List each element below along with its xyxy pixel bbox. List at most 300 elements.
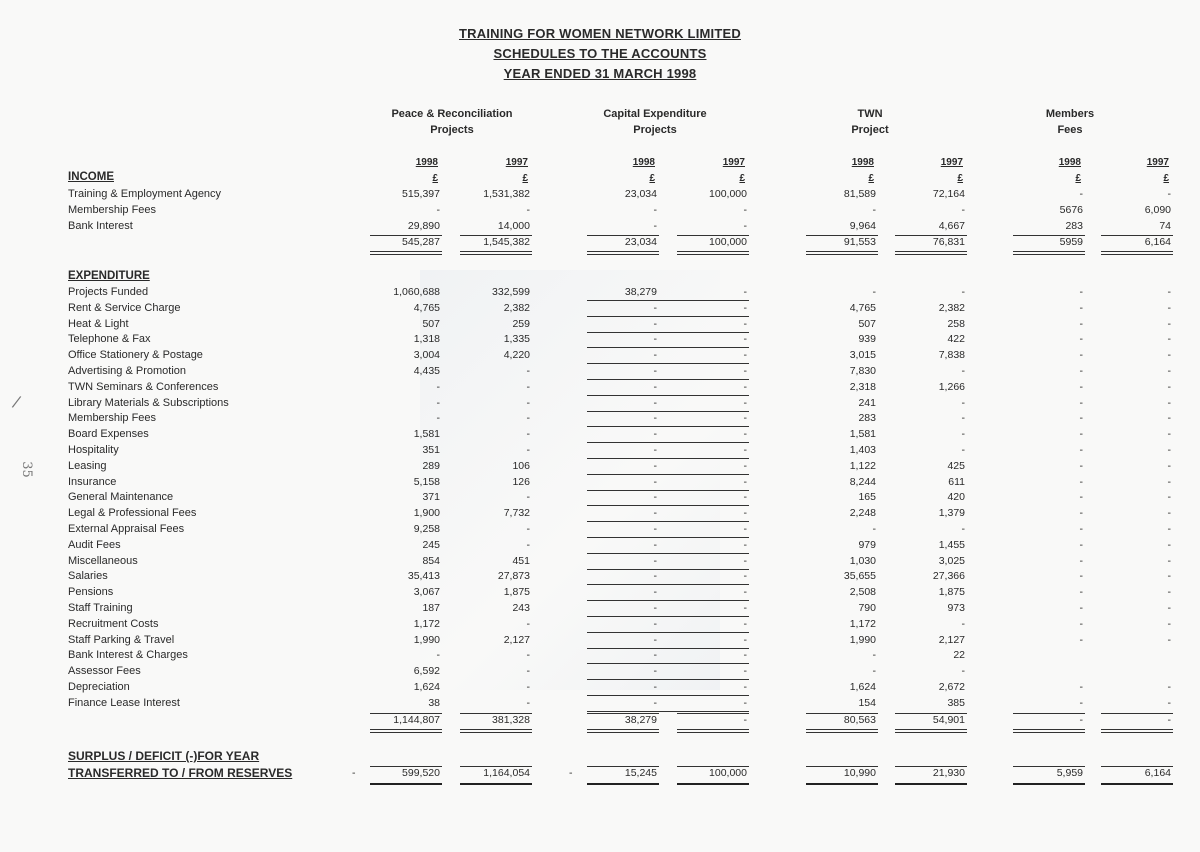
expenditure-cell: - (743, 649, 747, 661)
expenditure-cell: - (1079, 634, 1083, 646)
expenditure-cell: 154 (858, 697, 876, 709)
capital-column-rule (587, 695, 749, 696)
expenditure-cell: 1,403 (849, 444, 876, 456)
result-double-rule (677, 783, 749, 785)
expenditure-cell: - (743, 586, 747, 598)
group-head-members: Members Fees (1045, 108, 1095, 136)
income-subtotal-rule (895, 235, 967, 236)
expenditure-cell: 3,004 (413, 349, 440, 361)
expenditure-cell: 979 (858, 539, 876, 551)
expenditure-cell: - (653, 697, 657, 709)
capital-column-rule (587, 395, 749, 396)
expenditure-cell: 1,900 (413, 507, 440, 519)
expenditure-cell: - (653, 476, 657, 488)
expenditure-cell: - (743, 412, 747, 424)
result-double-rule (1101, 783, 1173, 785)
capital-column-rule (587, 458, 749, 459)
expenditure-cell: - (1079, 349, 1083, 361)
expenditure-cell: 7,830 (849, 365, 876, 377)
expenditure-row-label: Membership Fees (68, 412, 157, 424)
expenditure-cell: - (743, 681, 747, 693)
expenditure-cell: - (961, 618, 965, 630)
expenditure-total-cell: 38,279 (624, 714, 657, 726)
expenditure-row-label: Projects Funded (68, 286, 149, 298)
expenditure-cell: - (653, 586, 657, 598)
expenditure-subtotal-rule (677, 713, 749, 714)
expenditure-cell: 422 (947, 333, 965, 345)
expenditure-cell: 420 (947, 491, 965, 503)
currency-symbol-3: £ (739, 173, 745, 184)
expenditure-cell: - (653, 491, 657, 503)
currency-symbol-0: £ (432, 173, 438, 184)
expenditure-cell: 6,592 (413, 665, 440, 677)
expenditure-cell: - (526, 412, 530, 424)
expenditure-cell: 1,060,688 (393, 286, 440, 298)
result-cell: 100,000 (709, 767, 747, 779)
expenditure-total-cell: 1,144,807 (393, 714, 440, 726)
income-cell: 6,090 (1144, 204, 1171, 216)
expenditure-cell: - (653, 602, 657, 614)
capital-column-rule (587, 474, 749, 475)
currency-symbol-2: £ (649, 173, 655, 184)
expenditure-cell: - (743, 397, 747, 409)
expenditure-row-label: Heat & Light (68, 318, 129, 330)
income-total-rule (1101, 251, 1173, 255)
expenditure-cell: 385 (947, 697, 965, 709)
expenditure-cell: 1,581 (413, 428, 440, 440)
expenditure-cell: - (743, 444, 747, 456)
expenditure-row-label: Audit Fees (68, 539, 121, 551)
expenditure-cell: - (1079, 412, 1083, 424)
group-head-peace: Peace & Reconciliation Projects (391, 108, 513, 136)
expenditure-cell: - (1167, 602, 1171, 614)
company-title: TRAINING FOR WOMEN NETWORK LIMITED (459, 26, 741, 41)
expenditure-cell: 35,655 (843, 570, 876, 582)
expenditure-cell: - (1167, 681, 1171, 693)
expenditure-cell: - (1167, 428, 1171, 440)
expenditure-cell: 4,765 (413, 302, 440, 314)
capital-column-rule (587, 426, 749, 427)
income-cell: 72,164 (932, 188, 965, 200)
result-top-rule (587, 766, 659, 767)
expenditure-cell: - (743, 491, 747, 503)
expenditure-cell: - (1079, 365, 1083, 377)
year-header-7: 1997 (1146, 157, 1169, 168)
result-top-rule (1013, 766, 1085, 767)
expenditure-cell: - (743, 665, 747, 677)
expenditure-cell: 2,382 (503, 302, 530, 314)
income-cell: - (653, 220, 657, 232)
income-cell: 515,397 (402, 188, 440, 200)
expenditure-total-cell: 80,563 (843, 714, 876, 726)
income-cell: - (653, 204, 657, 216)
income-cell: 29,890 (407, 220, 440, 232)
expenditure-cell: - (961, 444, 965, 456)
expenditure-cell: - (526, 539, 530, 551)
income-total-rule (587, 251, 659, 255)
expenditure-row-label: Staff Parking & Travel (68, 634, 175, 646)
expenditure-row-label: Bank Interest & Charges (68, 649, 188, 661)
expenditure-cell: - (526, 697, 530, 709)
margin-page-number: 35 (18, 461, 34, 478)
expenditure-cell: 1,172 (849, 618, 876, 630)
expenditure-cell: 7,838 (938, 349, 965, 361)
expenditure-subtotal-rule (1101, 713, 1173, 714)
expenditure-cell: - (653, 412, 657, 424)
income-total-rule (895, 251, 967, 255)
expenditure-total-cell: - (743, 714, 747, 726)
capital-column-rule (587, 648, 749, 649)
expenditure-cell: - (1079, 491, 1083, 503)
expenditure-cell: 187 (422, 602, 440, 614)
expenditure-total-rule (895, 729, 967, 733)
capital-column-rule (587, 490, 749, 491)
expenditure-cell: 4,220 (503, 349, 530, 361)
result-cell: 21,930 (932, 767, 965, 779)
expenditure-cell: - (1079, 397, 1083, 409)
expenditure-total-cell: - (1079, 714, 1083, 726)
expenditure-cell: 2,127 (938, 634, 965, 646)
capital-column-rule (587, 442, 749, 443)
expenditure-cell: 3,025 (938, 555, 965, 567)
expenditure-cell: - (1079, 697, 1083, 709)
result-double-rule (460, 783, 532, 785)
expenditure-cell: - (436, 649, 440, 661)
expenditure-row-label: Hospitality (68, 444, 119, 456)
expenditure-cell: - (653, 681, 657, 693)
income-subtotal-rule (1101, 235, 1173, 236)
expenditure-cell: - (1167, 286, 1171, 298)
expenditure-cell: - (1167, 381, 1171, 393)
expenditure-cell: - (1079, 555, 1083, 567)
schedule-title: SCHEDULES TO THE ACCOUNTS (493, 46, 707, 61)
income-cell: 100,000 (709, 188, 747, 200)
expenditure-cell: - (743, 555, 747, 567)
expenditure-row-label: Legal & Professional Fees (68, 507, 197, 519)
income-cell: 4,667 (938, 220, 965, 232)
income-subtotal-rule (1013, 235, 1085, 236)
expenditure-cell: - (653, 570, 657, 582)
expenditure-cell: - (1167, 333, 1171, 345)
income-subtotal-rule (370, 235, 442, 236)
expenditure-cell: 1,335 (503, 333, 530, 345)
expenditure-cell: 9,258 (413, 523, 440, 535)
year-header-3: 1997 (722, 157, 745, 168)
group-head-capital: Capital Expenditure Projects (603, 108, 707, 136)
expenditure-subtotal-rule (370, 713, 442, 714)
expenditure-row-label: Library Materials & Subscriptions (68, 397, 229, 409)
expenditure-cell: 371 (422, 491, 440, 503)
expenditure-cell: 2,508 (849, 586, 876, 598)
expenditure-cell: - (653, 428, 657, 440)
expenditure-cell: - (872, 286, 876, 298)
expenditure-cell: - (1167, 507, 1171, 519)
expenditure-cell: - (1167, 697, 1171, 709)
result-double-rule (587, 783, 659, 785)
income-subtotal-rule (806, 235, 878, 236)
income-total-cell: 76,831 (932, 236, 965, 248)
income-row-label: Membership Fees (68, 204, 157, 216)
expenditure-cell: 1,172 (413, 618, 440, 630)
expenditure-cell: 611 (948, 476, 965, 488)
expenditure-subtotal-rule (460, 713, 532, 714)
expenditure-cell: - (653, 460, 657, 472)
income-cell: - (1167, 188, 1171, 200)
expenditure-row-label: Office Stationery & Postage (68, 349, 203, 361)
capital-column-rule (587, 569, 749, 570)
capital-column-rule (587, 347, 749, 348)
result-top-rule (460, 766, 532, 767)
result-cell: 6,164 (1144, 767, 1171, 779)
expenditure-cell: - (1079, 318, 1083, 330)
negative-sign: - (569, 767, 573, 779)
expenditure-cell: - (1167, 555, 1171, 567)
result-top-rule (677, 766, 749, 767)
expenditure-cell: - (1079, 444, 1083, 456)
capital-column-rule (587, 616, 749, 617)
expenditure-cell: - (1079, 460, 1083, 472)
income-total-cell: 1,545,382 (483, 236, 530, 248)
capital-column-rule (587, 553, 749, 554)
expenditure-cell: 1,030 (849, 555, 876, 567)
expenditure-cell: - (961, 665, 965, 677)
expenditure-cell: 2,382 (938, 302, 965, 314)
expenditure-cell: - (653, 302, 657, 314)
expenditure-cell: 258 (947, 318, 965, 330)
result-cell: 15,245 (624, 767, 657, 779)
expenditure-subtotal-rule (1013, 713, 1085, 714)
income-cell: - (961, 204, 965, 216)
expenditure-cell: 241 (858, 397, 876, 409)
capital-column-rule (587, 505, 749, 506)
expenditure-cell: - (743, 286, 747, 298)
expenditure-cell: - (743, 602, 747, 614)
expenditure-cell: - (1079, 681, 1083, 693)
expenditure-row-label: Rent & Service Charge (68, 302, 181, 314)
capital-column-rule (587, 584, 749, 585)
income-total-cell: 100,000 (709, 236, 747, 248)
result-cell: 10,990 (843, 767, 876, 779)
expenditure-row-label: Insurance (68, 476, 117, 488)
currency-symbol-6: £ (1075, 173, 1081, 184)
expenditure-total-rule (677, 729, 749, 733)
expenditure-cell: - (526, 397, 530, 409)
expenditure-cell: - (1079, 507, 1083, 519)
negative-sign: - (352, 767, 356, 779)
expenditure-row-label: Staff Training (68, 602, 133, 614)
expenditure-row-label: Leasing (68, 460, 107, 472)
expenditure-cell: 165 (858, 491, 876, 503)
expenditure-cell: - (526, 681, 530, 693)
expenditure-cell: - (1079, 428, 1083, 440)
expenditure-cell: - (872, 523, 876, 535)
expenditure-cell: - (743, 318, 747, 330)
expenditure-cell: - (436, 397, 440, 409)
expenditure-cell: - (653, 618, 657, 630)
capital-column-rule (587, 663, 749, 664)
income-total-rule (460, 251, 532, 255)
expenditure-cell: - (1079, 523, 1083, 535)
expenditure-cell: - (653, 539, 657, 551)
period-title: YEAR ENDED 31 MARCH 1998 (503, 66, 697, 81)
income-cell: - (526, 204, 530, 216)
result-cell: 1,164,054 (483, 767, 530, 779)
expenditure-cell: - (526, 618, 530, 630)
income-cell: 23,034 (624, 188, 657, 200)
currency-symbol-4: £ (868, 173, 874, 184)
expenditure-total-cell: - (1167, 714, 1171, 726)
expenditure-cell: - (743, 618, 747, 630)
expenditure-cell: 243 (512, 602, 530, 614)
expenditure-cell: 939 (858, 333, 876, 345)
capital-column-rule (587, 363, 749, 364)
result-top-rule (806, 766, 878, 767)
expenditure-cell: - (961, 286, 965, 298)
expenditure-cell: - (743, 428, 747, 440)
expenditure-cell: - (743, 634, 747, 646)
expenditure-cell: - (1079, 618, 1083, 630)
expenditure-cell: - (743, 697, 747, 709)
expenditure-cell: 1,624 (413, 681, 440, 693)
result-double-rule (370, 783, 442, 785)
expenditure-cell: - (872, 649, 876, 661)
income-subtotal-rule (460, 235, 532, 236)
result-cell: 5,959 (1056, 767, 1083, 779)
expenditure-cell: - (526, 665, 530, 677)
result-double-rule (806, 783, 878, 785)
expenditure-cell: - (1167, 491, 1171, 503)
year-header-6: 1998 (1058, 157, 1081, 168)
expenditure-cell: - (961, 428, 965, 440)
expenditure-cell: - (526, 523, 530, 535)
expenditure-cell: - (653, 634, 657, 646)
expenditure-cell: - (1167, 476, 1171, 488)
expenditure-cell: - (436, 412, 440, 424)
expenditure-cell: - (1167, 397, 1171, 409)
expenditure-cell: - (1167, 539, 1171, 551)
expenditure-cell: 1,875 (938, 586, 965, 598)
group-head-twn: TWN Project (851, 108, 889, 136)
expenditure-cell: - (1167, 412, 1171, 424)
result-heading-line2: TRANSFERRED TO / FROM RESERVES (68, 766, 293, 780)
expenditure-cell: - (653, 349, 657, 361)
capital-column-rule (587, 632, 749, 633)
income-total-rule (1013, 251, 1085, 255)
expenditure-cell: - (526, 428, 530, 440)
expenditure-cell: - (1079, 602, 1083, 614)
year-header-1: 1997 (505, 157, 528, 168)
expenditure-total-cell: 381,328 (492, 714, 530, 726)
capital-column-rule (587, 300, 749, 301)
income-cell: 283 (1065, 220, 1083, 232)
expenditure-cell: 1,122 (849, 460, 876, 472)
expenditure-cell: - (743, 507, 747, 519)
expenditure-cell: - (743, 476, 747, 488)
expenditure-row-label: Telephone & Fax (68, 333, 151, 345)
expenditure-cell: - (743, 539, 747, 551)
capital-column-rule (587, 711, 749, 712)
expenditure-cell: 3,067 (413, 586, 440, 598)
expenditure-cell: - (653, 333, 657, 345)
expenditure-row-label: Recruitment Costs (68, 618, 159, 630)
income-cell: 5676 (1059, 204, 1083, 216)
expenditure-cell: 38 (428, 697, 440, 709)
expenditure-cell: 2,248 (849, 507, 876, 519)
expenditure-cell: 425 (947, 460, 965, 472)
expenditure-row-label: Salaries (68, 570, 108, 582)
expenditure-cell: - (743, 333, 747, 345)
income-cell: 81,589 (843, 188, 876, 200)
expenditure-cell: - (526, 365, 530, 377)
expenditure-cell: - (653, 365, 657, 377)
expenditure-total-rule (1013, 729, 1085, 733)
capital-column-rule (587, 521, 749, 522)
expenditure-cell: 5,158 (413, 476, 440, 488)
expenditure-cell: 507 (858, 318, 876, 330)
expenditure-cell: 2,672 (938, 681, 965, 693)
income-cell: - (872, 204, 876, 216)
expenditure-cell: 289 (422, 460, 440, 472)
income-total-cell: 5959 (1059, 236, 1083, 248)
expenditure-cell: - (526, 649, 530, 661)
year-header-4: 1998 (851, 157, 874, 168)
expenditure-cell: - (526, 491, 530, 503)
expenditure-cell: - (653, 555, 657, 567)
income-row-label: Bank Interest (68, 220, 133, 232)
result-double-rule (895, 783, 967, 785)
income-total-rule (677, 251, 749, 255)
expenditure-cell: - (1167, 302, 1171, 314)
expenditure-row-label: Board Expenses (68, 428, 149, 440)
expenditure-row-label: Assessor Fees (68, 665, 141, 677)
expenditure-row-label: Depreciation (68, 681, 130, 693)
income-heading: INCOME (68, 171, 114, 183)
expenditure-cell: - (743, 381, 747, 393)
expenditure-cell: 22 (953, 649, 965, 661)
expenditure-cell: 27,366 (932, 570, 965, 582)
year-header-5: 1997 (940, 157, 963, 168)
expenditure-cell: - (1167, 523, 1171, 535)
expenditure-row-label: Finance Lease Interest (68, 697, 180, 709)
expenditure-cell: - (743, 523, 747, 535)
income-cell: 9,964 (849, 220, 876, 232)
income-cell: - (436, 204, 440, 216)
expenditure-cell: 1,266 (938, 381, 965, 393)
capital-column-rule (587, 411, 749, 412)
expenditure-cell: 854 (422, 555, 440, 567)
income-total-rule (806, 251, 878, 255)
expenditure-cell: - (961, 523, 965, 535)
expenditure-total-rule (806, 729, 878, 733)
result-top-rule (370, 766, 442, 767)
expenditure-total-rule (370, 729, 442, 733)
expenditure-cell: 126 (512, 476, 530, 488)
expenditure-cell: - (1167, 460, 1171, 472)
year-header-2: 1998 (632, 157, 655, 168)
income-subtotal-rule (587, 235, 659, 236)
expenditure-cell: 245 (422, 539, 440, 551)
income-cell: - (743, 220, 747, 232)
expenditure-cell: 35,413 (407, 570, 440, 582)
expenditure-cell: 3,015 (849, 349, 876, 361)
income-cell: 1,531,382 (483, 188, 530, 200)
expenditure-cell: 332,599 (492, 286, 530, 298)
expenditure-subtotal-rule (895, 713, 967, 714)
expenditure-cell: - (1167, 618, 1171, 630)
expenditure-cell: 351 (422, 444, 440, 456)
capital-column-rule (587, 537, 749, 538)
income-total-cell: 23,034 (624, 236, 657, 248)
